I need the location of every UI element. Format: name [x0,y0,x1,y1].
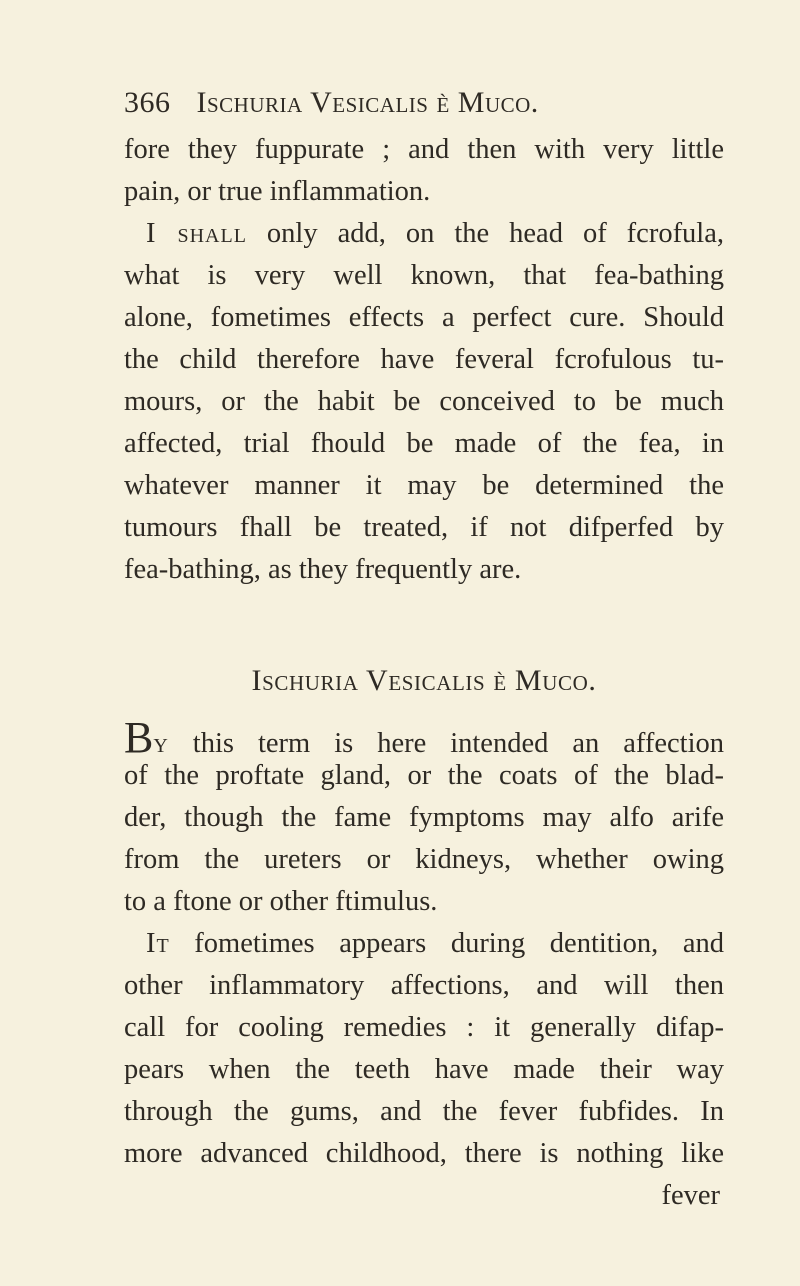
page-number: 366 [124,86,171,119]
running-header [124,86,724,120]
text-line: call for cooling remedies : it generally difap- [124,1012,724,1043]
text-line: what is very well known, that fea-bathing [124,260,724,291]
drop-cap: B [124,713,154,762]
catchword: fever [661,1180,720,1211]
lead-words: I shall [146,218,247,249]
text-line: I shall only add, on the head of fcrofula, [146,218,724,249]
text-line: alone, fometimes effects a perfect cure. Should [124,302,724,333]
text-line: affected, trial fhould be made of the fea, in [124,428,724,459]
text-line: pain, or true inflammation. [124,176,431,207]
text-line: By this term is here intended an affection [124,713,724,762]
lead-words: It [146,928,170,959]
text-line: from the ureters or kidneys, whether owing [124,844,724,875]
text-line: It fometimes appears during dentition, and [146,928,724,959]
text-line: through the gums, and the fever fubfides. In [124,1096,724,1127]
text-line: to a ftone or other ftimulus. [124,886,438,917]
text-line: tumours fhall be treated, if not difperfed by [124,512,724,543]
text-line: of the proftate gland, or the coats of the blad- [124,760,724,791]
text-line: fea-bathing, as they frequently are. [124,554,522,585]
text-line: whatever manner it may be determined the [124,470,724,501]
text-line: der, though the fame fymptoms may alfo arife [124,802,724,833]
text-line: more advanced childhood, there is nothing like [124,1138,724,1169]
running-title: Ischuria Vesicalis è Muco. [196,86,539,119]
text-line: fore they fuppurate ; and then with very little [124,134,724,165]
text-line: pears when the teeth have made their way [124,1054,724,1085]
text-line: the child therefore have feveral fcrofulous tu- [124,344,724,375]
section-title: Ischuria Vesicalis è Muco. [251,664,597,697]
text-line: mours, or the habit be conceived to be much [124,386,724,417]
text-line: other inflammatory affections, and will then [124,970,724,1001]
